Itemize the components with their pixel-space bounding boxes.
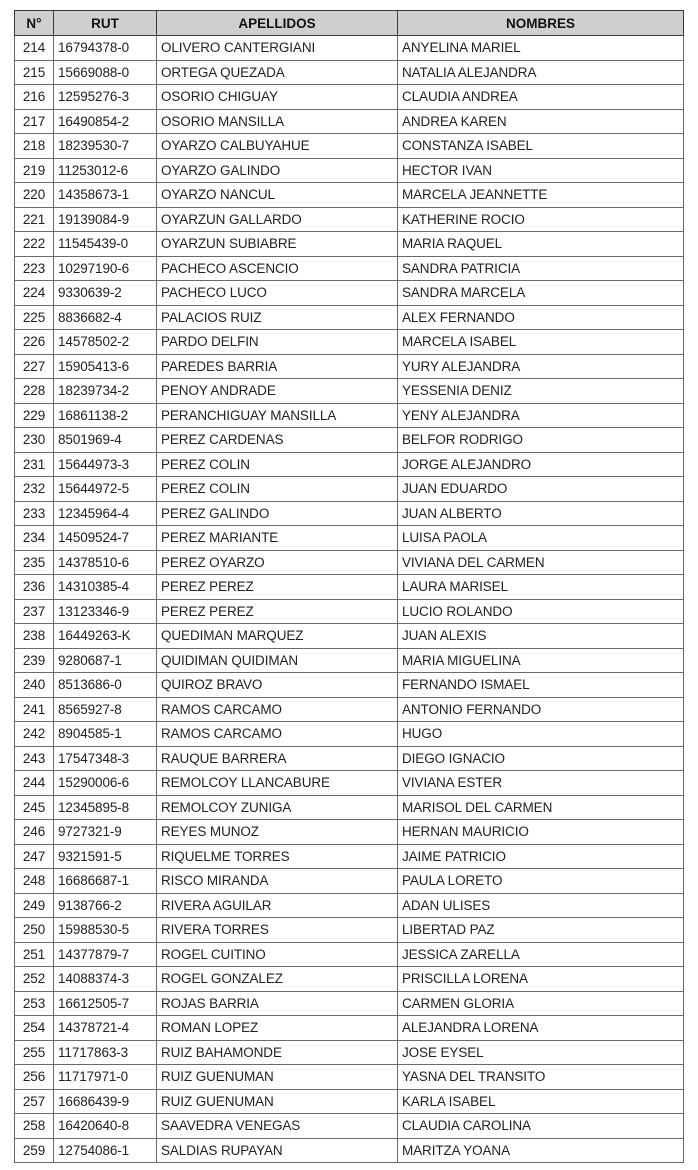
cell-apellidos: RUIZ BAHAMONDE — [157, 1040, 398, 1065]
table-row — [15, 403, 684, 428]
cell-rut: 11717863-3 — [54, 1040, 157, 1065]
table-row — [15, 648, 684, 673]
cell-rut: 14509524-7 — [54, 526, 157, 551]
cell-rut: 14088374-3 — [54, 967, 157, 992]
cell-apellidos: PACHECO ASCENCIO — [157, 256, 398, 281]
cell-apellidos: RUIZ GUENUMAN — [157, 1065, 398, 1090]
cell-number: 247 — [15, 844, 54, 869]
cell-rut: 14378721-4 — [54, 1016, 157, 1041]
table-row — [15, 1040, 684, 1065]
cell-nombres: VIVIANA DEL CARMEN — [398, 550, 684, 575]
cell-nombres: BELFOR RODRIGO — [398, 428, 684, 453]
cell-rut: 13123346-9 — [54, 599, 157, 624]
cell-nombres: ALEJANDRA LORENA — [398, 1016, 684, 1041]
cell-nombres: CLAUDIA CAROLINA — [398, 1114, 684, 1139]
table-row — [15, 550, 684, 575]
table-row — [15, 722, 684, 747]
cell-number: 236 — [15, 575, 54, 600]
cell-nombres: MARISOL DEL CARMEN — [398, 795, 684, 820]
cell-apellidos: SAAVEDRA VENEGAS — [157, 1114, 398, 1139]
table-row — [15, 820, 684, 845]
cell-apellidos: PEREZ COLIN — [157, 452, 398, 477]
cell-number: 250 — [15, 918, 54, 943]
cell-rut: 18239734-2 — [54, 379, 157, 404]
cell-rut: 14310385-4 — [54, 575, 157, 600]
header-row — [15, 11, 684, 36]
cell-apellidos: OYARZUN SUBIABRE — [157, 232, 398, 257]
table-row — [15, 183, 684, 208]
cell-rut: 8565927-8 — [54, 697, 157, 722]
cell-nombres: PRISCILLA LORENA — [398, 967, 684, 992]
cell-rut: 12595276-3 — [54, 85, 157, 110]
cell-apellidos: RIQUELME TORRES — [157, 844, 398, 869]
cell-number: 243 — [15, 746, 54, 771]
table-row — [15, 746, 684, 771]
cell-nombres: LIBERTAD PAZ — [398, 918, 684, 943]
table-row — [15, 795, 684, 820]
cell-number: 216 — [15, 85, 54, 110]
cell-apellidos: PEREZ MARIANTE — [157, 526, 398, 551]
cell-number: 220 — [15, 183, 54, 208]
table-row — [15, 207, 684, 232]
cell-number: 239 — [15, 648, 54, 673]
cell-nombres: LAURA MARISEL — [398, 575, 684, 600]
cell-apellidos: OSORIO MANSILLA — [157, 109, 398, 134]
cell-number: 224 — [15, 281, 54, 306]
cell-apellidos: RAUQUE BARRERA — [157, 746, 398, 771]
cell-rut: 11545439-0 — [54, 232, 157, 257]
table-row — [15, 1089, 684, 1114]
cell-apellidos: QUEDIMAN MARQUEZ — [157, 624, 398, 649]
cell-rut: 14378510-6 — [54, 550, 157, 575]
column-header-apellidos: APELLIDOS — [157, 11, 398, 36]
cell-number: 242 — [15, 722, 54, 747]
cell-nombres: ANDREA KAREN — [398, 109, 684, 134]
cell-number: 252 — [15, 967, 54, 992]
cell-number: 232 — [15, 477, 54, 502]
cell-apellidos: ROMAN LOPEZ — [157, 1016, 398, 1041]
cell-apellidos: ROJAS BARRIA — [157, 991, 398, 1016]
cell-number: 227 — [15, 354, 54, 379]
cell-number: 218 — [15, 134, 54, 159]
cell-apellidos: PARDO DELFIN — [157, 330, 398, 355]
cell-nombres: CLAUDIA ANDREA — [398, 85, 684, 110]
cell-rut: 12345964-4 — [54, 501, 157, 526]
cell-apellidos: QUIDIMAN QUIDIMAN — [157, 648, 398, 673]
cell-number: 234 — [15, 526, 54, 551]
cell-apellidos: PEREZ GALINDO — [157, 501, 398, 526]
table-row — [15, 305, 684, 330]
cell-apellidos: ROGEL CUITINO — [157, 942, 398, 967]
cell-nombres: MARCELA JEANNETTE — [398, 183, 684, 208]
cell-apellidos: OLIVERO CANTERGIANI — [157, 36, 398, 61]
cell-nombres: PAULA LORETO — [398, 869, 684, 894]
cell-rut: 10297190-6 — [54, 256, 157, 281]
table-row — [15, 526, 684, 551]
table-row — [15, 354, 684, 379]
cell-apellidos: OYARZUN GALLARDO — [157, 207, 398, 232]
cell-rut: 8904585-1 — [54, 722, 157, 747]
cell-number: 237 — [15, 599, 54, 624]
cell-rut: 18239530-7 — [54, 134, 157, 159]
cell-number: 258 — [15, 1114, 54, 1139]
table-row — [15, 232, 684, 257]
cell-number: 215 — [15, 60, 54, 85]
table-row — [15, 256, 684, 281]
cell-rut: 16612505-7 — [54, 991, 157, 1016]
cell-nombres: ANYELINA MARIEL — [398, 36, 684, 61]
cell-apellidos: PERANCHIGUAY MANSILLA — [157, 403, 398, 428]
table-row — [15, 869, 684, 894]
cell-apellidos: PACHECO LUCO — [157, 281, 398, 306]
cell-number: 238 — [15, 624, 54, 649]
cell-apellidos: RUIZ GUENUMAN — [157, 1089, 398, 1114]
cell-apellidos: SALDIAS RUPAYAN — [157, 1138, 398, 1163]
cell-rut: 15644973-3 — [54, 452, 157, 477]
cell-nombres: NATALIA ALEJANDRA — [398, 60, 684, 85]
cell-rut: 9138766-2 — [54, 893, 157, 918]
cell-apellidos: OYARZO GALINDO — [157, 158, 398, 183]
cell-number: 245 — [15, 795, 54, 820]
table-row — [15, 36, 684, 61]
cell-nombres: SANDRA MARCELA — [398, 281, 684, 306]
cell-rut: 11717971-0 — [54, 1065, 157, 1090]
cell-rut: 16861138-2 — [54, 403, 157, 428]
cell-number: 221 — [15, 207, 54, 232]
cell-number: 256 — [15, 1065, 54, 1090]
cell-apellidos: RAMOS CARCAMO — [157, 697, 398, 722]
cell-apellidos: REMOLCOY LLANCABURE — [157, 771, 398, 796]
table-row — [15, 697, 684, 722]
table-row — [15, 1138, 684, 1163]
cell-rut: 16420640-8 — [54, 1114, 157, 1139]
cell-number: 248 — [15, 869, 54, 894]
cell-number: 226 — [15, 330, 54, 355]
cell-nombres: YENY ALEJANDRA — [398, 403, 684, 428]
cell-apellidos: PEREZ OYARZO — [157, 550, 398, 575]
cell-rut: 12754086-1 — [54, 1138, 157, 1163]
table-row — [15, 673, 684, 698]
cell-rut: 16449263-K — [54, 624, 157, 649]
table-row — [15, 1016, 684, 1041]
cell-number: 257 — [15, 1089, 54, 1114]
cell-nombres: CARMEN GLORIA — [398, 991, 684, 1016]
beneficiaries-table — [14, 10, 684, 1163]
cell-rut: 19139084-9 — [54, 207, 157, 232]
cell-nombres: SANDRA PATRICIA — [398, 256, 684, 281]
cell-nombres: KARLA ISABEL — [398, 1089, 684, 1114]
cell-rut: 11253012-6 — [54, 158, 157, 183]
cell-apellidos: RAMOS CARCAMO — [157, 722, 398, 747]
cell-nombres: ALEX FERNANDO — [398, 305, 684, 330]
cell-number: 233 — [15, 501, 54, 526]
cell-apellidos: QUIROZ BRAVO — [157, 673, 398, 698]
cell-nombres: ANTONIO FERNANDO — [398, 697, 684, 722]
cell-number: 249 — [15, 893, 54, 918]
cell-nombres: MARIA MIGUELINA — [398, 648, 684, 673]
table-row — [15, 85, 684, 110]
table-row — [15, 379, 684, 404]
cell-nombres: YESSENIA DENIZ — [398, 379, 684, 404]
cell-rut: 16794378-0 — [54, 36, 157, 61]
column-header-number: N° — [15, 11, 54, 36]
table-row — [15, 477, 684, 502]
cell-nombres: JORGE ALEJANDRO — [398, 452, 684, 477]
table-row — [15, 918, 684, 943]
table-row — [15, 1114, 684, 1139]
cell-nombres: YURY ALEJANDRA — [398, 354, 684, 379]
cell-rut: 16686687-1 — [54, 869, 157, 894]
cell-rut: 16490854-2 — [54, 109, 157, 134]
cell-rut: 15290006-6 — [54, 771, 157, 796]
column-header-nombres: NOMBRES — [398, 11, 684, 36]
cell-number: 231 — [15, 452, 54, 477]
cell-nombres: MARITZA YOANA — [398, 1138, 684, 1163]
table-header — [15, 11, 684, 36]
cell-nombres: VIVIANA ESTER — [398, 771, 684, 796]
cell-nombres: JOSE EYSEL — [398, 1040, 684, 1065]
cell-rut: 8501969-4 — [54, 428, 157, 453]
cell-rut: 9330639-2 — [54, 281, 157, 306]
cell-number: 225 — [15, 305, 54, 330]
table-row — [15, 134, 684, 159]
cell-apellidos: PEREZ PEREZ — [157, 575, 398, 600]
cell-rut: 9280687-1 — [54, 648, 157, 673]
cell-rut: 14358673-1 — [54, 183, 157, 208]
table-row — [15, 281, 684, 306]
cell-number: 244 — [15, 771, 54, 796]
cell-rut: 15905413-6 — [54, 354, 157, 379]
cell-number: 240 — [15, 673, 54, 698]
cell-number: 229 — [15, 403, 54, 428]
cell-nombres: KATHERINE ROCIO — [398, 207, 684, 232]
cell-rut: 16686439-9 — [54, 1089, 157, 1114]
cell-nombres: JUAN EDUARDO — [398, 477, 684, 502]
cell-apellidos: ORTEGA QUEZADA — [157, 60, 398, 85]
cell-nombres: CONSTANZA ISABEL — [398, 134, 684, 159]
cell-nombres: JUAN ALEXIS — [398, 624, 684, 649]
cell-nombres: HECTOR IVAN — [398, 158, 684, 183]
table-row — [15, 158, 684, 183]
cell-number: 253 — [15, 991, 54, 1016]
cell-number: 259 — [15, 1138, 54, 1163]
cell-nombres: ADAN ULISES — [398, 893, 684, 918]
table-row — [15, 330, 684, 355]
table-row — [15, 942, 684, 967]
table-row — [15, 1065, 684, 1090]
cell-apellidos: PEREZ COLIN — [157, 477, 398, 502]
cell-apellidos: PEREZ PEREZ — [157, 599, 398, 624]
document-page — [14, 10, 683, 1163]
cell-apellidos: REMOLCOY ZUNIGA — [157, 795, 398, 820]
table-body — [15, 36, 684, 1163]
cell-nombres: JUAN ALBERTO — [398, 501, 684, 526]
cell-number: 222 — [15, 232, 54, 257]
cell-nombres: MARCELA ISABEL — [398, 330, 684, 355]
cell-apellidos: PEREZ CARDENAS — [157, 428, 398, 453]
cell-number: 219 — [15, 158, 54, 183]
cell-apellidos: RIVERA AGUILAR — [157, 893, 398, 918]
cell-apellidos: OYARZO NANCUL — [157, 183, 398, 208]
table-row — [15, 991, 684, 1016]
table-row — [15, 452, 684, 477]
cell-number: 223 — [15, 256, 54, 281]
table-row — [15, 109, 684, 134]
cell-number: 235 — [15, 550, 54, 575]
cell-nombres: HERNAN MAURICIO — [398, 820, 684, 845]
table-row — [15, 60, 684, 85]
cell-rut: 15988530-5 — [54, 918, 157, 943]
cell-nombres: JESSICA ZARELLA — [398, 942, 684, 967]
table-row — [15, 575, 684, 600]
cell-apellidos: PALACIOS RUIZ — [157, 305, 398, 330]
cell-apellidos: OSORIO CHIGUAY — [157, 85, 398, 110]
cell-nombres: FERNANDO ISMAEL — [398, 673, 684, 698]
cell-rut: 14578502-2 — [54, 330, 157, 355]
cell-nombres: DIEGO IGNACIO — [398, 746, 684, 771]
cell-apellidos: ROGEL GONZALEZ — [157, 967, 398, 992]
cell-apellidos: REYES MUNOZ — [157, 820, 398, 845]
table-row — [15, 771, 684, 796]
cell-rut: 15669088-0 — [54, 60, 157, 85]
cell-nombres: LUCIO ROLANDO — [398, 599, 684, 624]
cell-rut: 15644972-5 — [54, 477, 157, 502]
cell-number: 241 — [15, 697, 54, 722]
cell-number: 255 — [15, 1040, 54, 1065]
table-row — [15, 967, 684, 992]
cell-rut: 9727321-9 — [54, 820, 157, 845]
cell-number: 228 — [15, 379, 54, 404]
column-header-rut: RUT — [54, 11, 157, 36]
cell-apellidos: RIVERA TORRES — [157, 918, 398, 943]
table-row — [15, 501, 684, 526]
cell-apellidos: RISCO MIRANDA — [157, 869, 398, 894]
cell-rut: 12345895-8 — [54, 795, 157, 820]
cell-number: 214 — [15, 36, 54, 61]
cell-rut: 9321591-5 — [54, 844, 157, 869]
table-row — [15, 624, 684, 649]
table-row — [15, 428, 684, 453]
cell-nombres: JAIME PATRICIO — [398, 844, 684, 869]
cell-number: 217 — [15, 109, 54, 134]
cell-number: 251 — [15, 942, 54, 967]
cell-apellidos: PAREDES BARRIA — [157, 354, 398, 379]
cell-rut: 14377879-7 — [54, 942, 157, 967]
cell-rut: 8513686-0 — [54, 673, 157, 698]
cell-nombres: HUGO — [398, 722, 684, 747]
table-row — [15, 599, 684, 624]
cell-nombres: LUISA PAOLA — [398, 526, 684, 551]
cell-nombres: YASNA DEL TRANSITO — [398, 1065, 684, 1090]
cell-number: 230 — [15, 428, 54, 453]
cell-number: 254 — [15, 1016, 54, 1041]
cell-apellidos: PENOY ANDRADE — [157, 379, 398, 404]
table-row — [15, 893, 684, 918]
cell-rut: 17547348-3 — [54, 746, 157, 771]
cell-apellidos: OYARZO CALBUYAHUE — [157, 134, 398, 159]
cell-number: 246 — [15, 820, 54, 845]
cell-nombres: MARIA RAQUEL — [398, 232, 684, 257]
cell-rut: 8836682-4 — [54, 305, 157, 330]
table-row — [15, 844, 684, 869]
